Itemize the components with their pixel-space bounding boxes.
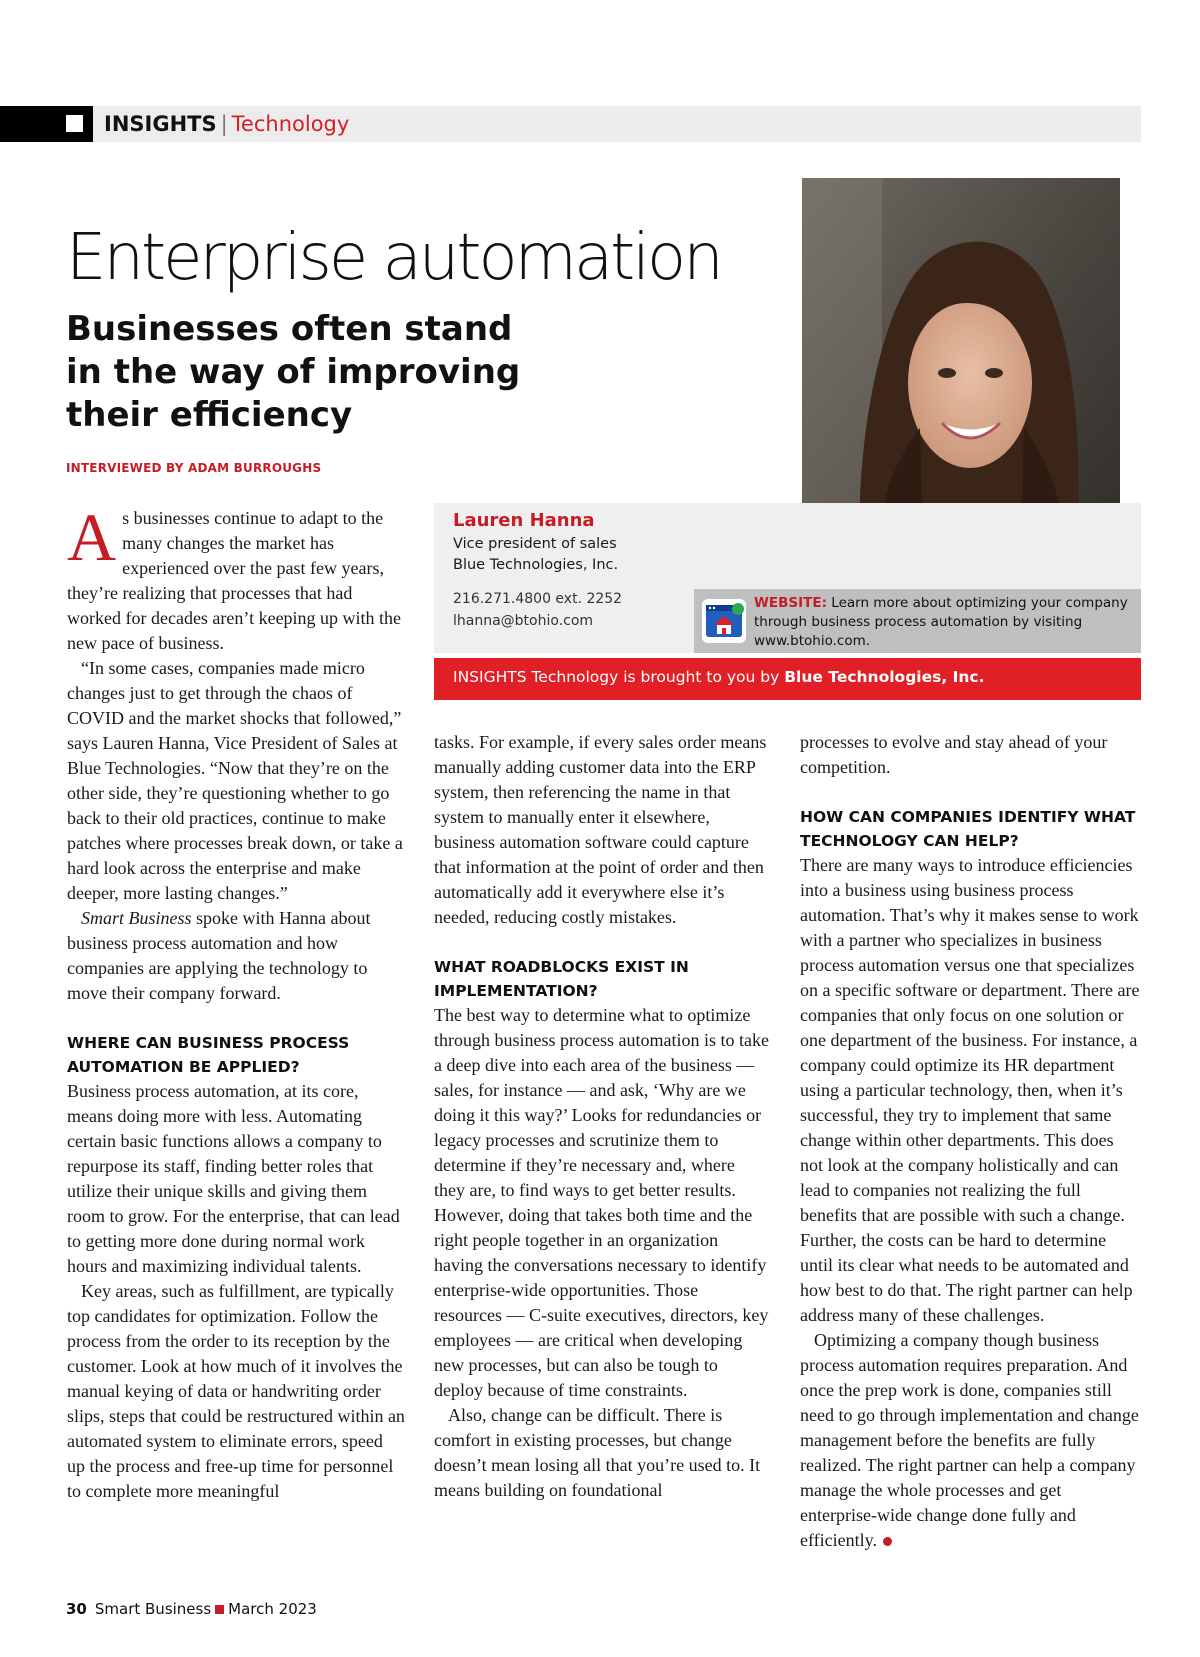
article-column-3 [800, 730, 1140, 1553]
section-heading: WHAT ROADBLOCKS EXIST IN IMPLEMENTATION? [434, 958, 689, 1000]
body-paragraph: Business process automation, at its core, means doing more with less. Automating certain basic functions allows a company to repurpose its staff, finding better roles that utilize their unique skills and giving them room to grow. For the enterprise, that can lead to getting more done during normal work hours and maximizing individual talents. [67, 1081, 400, 1276]
header-insights: INSIGHTS [104, 112, 217, 136]
body-paragraph: Key areas, such as fulfillment, are typically top candidates for optimization. Follow the process from the order to its reception by the customer. Look at how much of it involves the manual keying of data or handwriting order slips, steps that could be restructured within an automated system to eliminate errors, speed up the process and free-up time for personnel to complete more meaningful [67, 1281, 405, 1501]
section-heading: HOW CAN COMPANIES IDENTIFY WHAT TECHNOLOGY CAN HELP? [800, 808, 1136, 850]
sponsor-prefix: INSIGHTS Technology is brought to you by [453, 668, 780, 686]
body-paragraph: “In some cases, companies made micro changes just to get through the chaos of COVID and the market shocks that followed,” says Lauren Hanna, Vice President of Sales at Blue Technologies. “Now that they’re on the other side, they’re questioning whether to go back to their old practices, continue to make patches where processes break down, or take a hard look across the enterprise and make deeper, more lasting changes.” [67, 658, 403, 903]
section-heading: WHERE CAN BUSINESS PROCESS AUTOMATION BE APPLIED? [67, 1034, 350, 1076]
body-paragraph [67, 906, 405, 1006]
bio-company: Blue Technologies, Inc. [453, 557, 619, 573]
website-label: WEBSITE: [754, 595, 827, 611]
sponsor-text [453, 668, 985, 686]
bio-role: Vice president of sales [453, 536, 617, 552]
footer-publication: Smart Business [94, 1600, 212, 1618]
page-number: 30 [66, 1600, 87, 1618]
footer-square-icon [215, 1605, 224, 1614]
footer-date: March 2023 [228, 1600, 317, 1618]
body-paragraph [67, 499, 405, 656]
body-paragraph: There are many ways to introduce efficiencies into a business using business process automation. That’s why it makes sense to work with a partner who specializes in business process automation versus one that specializes on a specific software or department. There are companies that only focus on one solution or one department of the business. For instance, a company could optimize its HR department using a particular technology, then, when it’s successful, they try to implement that same change within other departments. This does not look at the company holistically and can lead to companies not realizing the full benefits that are possible with such a change. Further, the costs can be hard to determine until its clear what needs to be automated and how best to do that. The right partner can help address many of these challenges. [800, 855, 1140, 1325]
body-paragraph: tasks. For example, if every sales order means manually adding customer data into the ERP system, then referencing the name in that system to manually enter it elsewhere, business automation software could capture that information at the point of order and then automatically add it everywhere else it’s needed, reducing costly mistakes. [434, 732, 767, 927]
bio-email[interactable]: lhanna@btohio.com [453, 613, 594, 629]
website-text [754, 594, 1139, 651]
article-byline: INTERVIEWED BY ADAM BURROUGHS [66, 461, 322, 475]
website-icon [700, 597, 748, 645]
paragraph-text: spoke with Hanna about business process automation and how companies are applying the technology to move their company forward. [67, 908, 371, 1003]
header-section: Technology [231, 112, 350, 136]
end-mark-icon [883, 1537, 892, 1546]
article-column-2 [434, 730, 770, 1503]
article-column-1 [67, 499, 405, 1504]
publication-name: Smart Business [81, 908, 192, 928]
drop-cap: A [67, 499, 117, 575]
bio-name: Lauren Hanna [453, 510, 595, 531]
section-header [104, 110, 349, 138]
body-paragraph: The best way to determine what to optimize through business process automation is to take a deep dive into each area of the business — sales, for instance — and ask, ‘Why are we doing it this way?’ Looks for redundancies or legacy processes and scrutinize them to determine if they’re necessary and, where they are, to find ways to get better results. However, doing that takes both time and the right people together in an organization having the conversations necessary to identify enterprise-wide opportunities. Those resources — C-suite executives, directors, key employees — are critical when developing new processes, but can also be tough to deploy because of time constraints. [434, 1005, 769, 1400]
header-separator: | [220, 112, 228, 136]
bio-phone: 216.271.4800 ext. 2252 [453, 591, 623, 607]
body-paragraph: processes to evolve and stay ahead of your competition. [800, 732, 1108, 777]
body-paragraph [800, 1328, 1140, 1553]
article-title: Enterprise automation [66, 221, 721, 295]
article-subtitle: Businesses often stand in the way of improving their efficiency [66, 309, 521, 435]
body-paragraph: Also, change can be difficult. There is comfort in existing processes, but change doesn’t mean losing all that you’re used to. It means building on foundational [434, 1405, 761, 1500]
website-description[interactable]: Learn more about optimizing your company through business process automation by visiting www.btohio.com. [754, 595, 1128, 649]
paragraph-text: Optimizing a company though business process automation requires preparation. And once the prep work is done, companies still need to go through implementation and change management before the benefits are fully realized. The right partner can help a company manage the whole processes and get enterprise-wide change done fully and efficiently. [800, 1330, 1139, 1550]
sponsor-name: Blue Technologies, Inc. [784, 668, 985, 686]
paragraph-text: s businesses continue to adapt to the many changes the market has experienced over the past few years, they’re realizing that processes that had worked for decades aren’t keeping up with the new pace of business. [67, 508, 402, 653]
header-square-icon [66, 115, 83, 132]
page-footer [66, 1600, 317, 1618]
